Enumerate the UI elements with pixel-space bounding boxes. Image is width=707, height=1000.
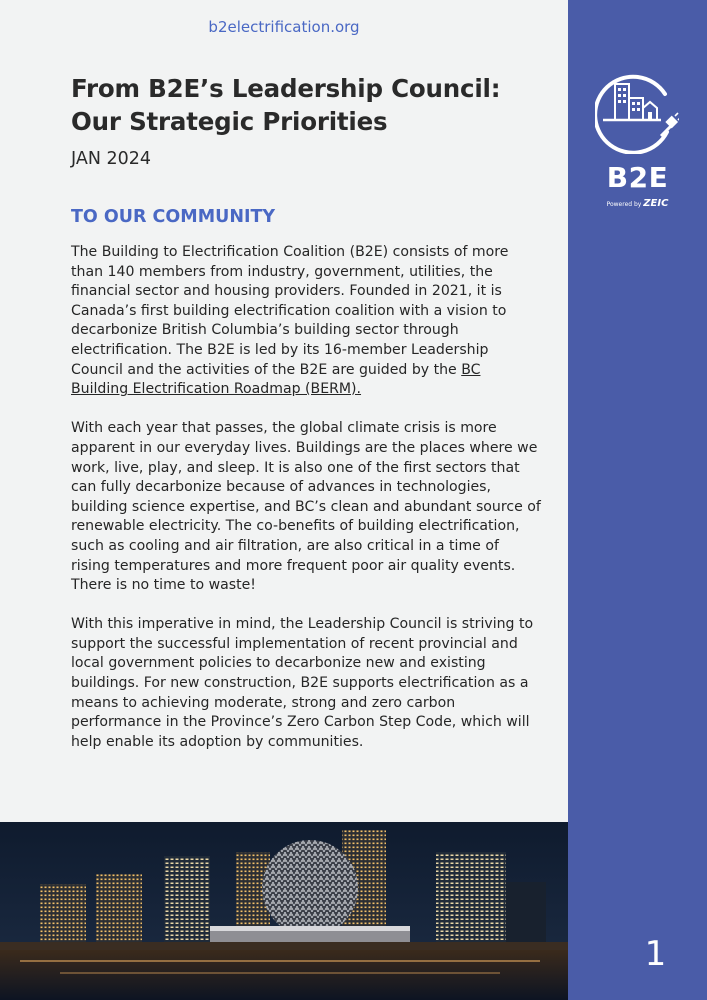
publication-date: JAN 2024: [71, 149, 152, 169]
berm-link[interactable]: BC Building Electrification Roadmap (BERM).: [71, 361, 481, 398]
page-title-line-1: From B2E’s Leadership Council:: [71, 74, 501, 103]
body-text: [71, 243, 541, 772]
paragraph-3: With this imperative in mind, the Leadership Council is striving to support the successful implementation of recent provincial and local government policies to decarbonize new and existing buildings. For new construction, B2E supports electrification as a means to achieving moderate, strong and zero carbon performance in the Province’s Zero Carbon Step Code, which will help enable its adoption by communities.: [71, 616, 534, 750]
site-url-link[interactable]: b2electrification.org: [208, 18, 360, 36]
zeic-brand: ZEIC: [643, 198, 669, 209]
section-heading: TO OUR COMMUNITY: [71, 207, 276, 227]
paragraph-2: With each year that passes, the global climate crisis is more apparent in our everyday lives. Buildings are the places where we work, live, play, and sleep. It is also one of the first sectors that can fully decarbonize because of advances in technologies, building science expertise, and BC’s clean and abundant source of renewable electricity. The co-benefits of building electrification, such as cooling and air filtration, are also critical in a time of rising temperatures and more frequent poor air quality events. There is no time to waste!: [71, 420, 541, 594]
logo-wordmark: B2E: [606, 161, 669, 194]
b2e-building-plug-icon: [595, 70, 679, 154]
page-number: 1: [644, 934, 667, 974]
page-title-line-2: Our Strategic Priorities: [71, 107, 388, 136]
page-title: [71, 72, 551, 138]
vancouver-skyline-photo: [0, 822, 568, 1000]
powered-by-label: Powered by: [606, 201, 642, 208]
powered-by: [568, 198, 707, 209]
paragraph-1: [71, 243, 541, 400]
paragraph-1-text: The Building to Electrification Coalition (B2E) consists of more than 140 members from industry, government, utilities, the financial sector and housing providers. Founded in 2021, it is Canada’s first building electrification coalition with a vision to decarbonize British Columbia’s building sector through electrification. The B2E is led by its 16-member Leadership Council and the activities of the B2E are guided by the: [71, 244, 509, 378]
